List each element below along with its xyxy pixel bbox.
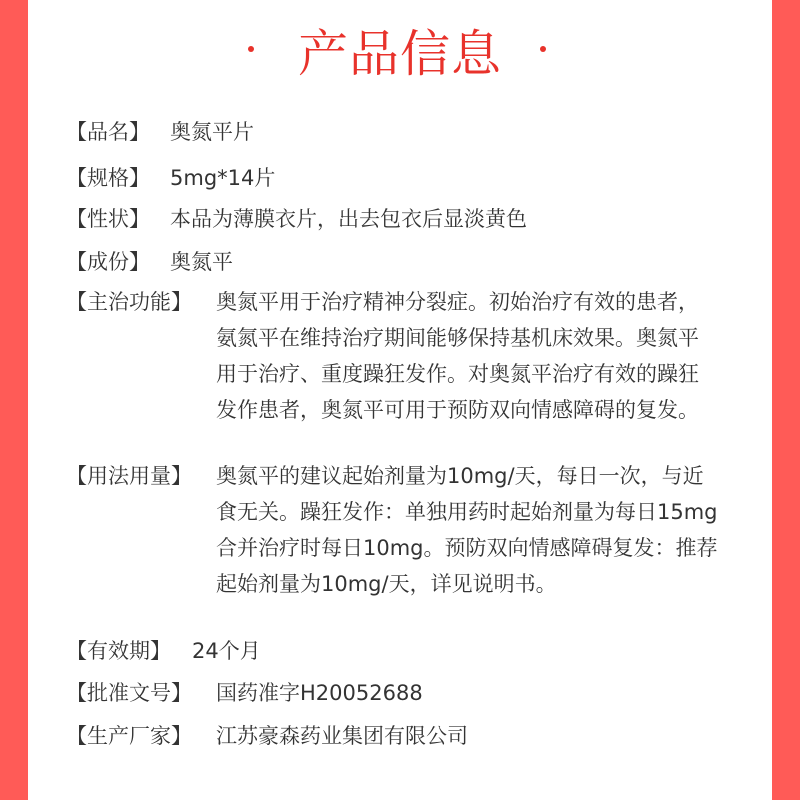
field-value: 奥氮平 xyxy=(170,250,233,274)
field-spec xyxy=(66,160,726,196)
field-value: 本品为薄膜衣片，出去包衣后显淡黄色 xyxy=(170,207,527,231)
field-label: 【用法用量】 xyxy=(66,464,192,488)
field-usage xyxy=(66,458,728,628)
field-value: 5mg*14片 xyxy=(170,166,276,190)
field-label: 【有效期】 xyxy=(66,639,171,663)
field-value: 奥氮平片 xyxy=(170,120,254,144)
field-label: 【规格】 xyxy=(66,166,150,190)
product-info-card xyxy=(28,0,772,800)
field-name xyxy=(66,114,726,150)
field-label: 【主治功能】 xyxy=(66,290,192,314)
title-dot-right-icon xyxy=(540,46,546,52)
field-appearance xyxy=(66,201,726,237)
field-value: 奥氮平用于治疗精神分裂症。初始治疗有效的患者，氨氮平在维持治疗期间能够保持基机床效果。奥氮平用于治疗、重度躁狂发作。对奥氮平治疗有效的躁狂发作患者，奥氮平可用于预防双向情感障碍的复发。 xyxy=(216,290,699,422)
field-label: 【生产厂家】 xyxy=(66,724,192,748)
field-validity xyxy=(66,633,726,669)
field-value: 奥氮平的建议起始剂量为10mg/天，每日一次，与近食无关。躁狂发作：单独用药时起始剂量为每日15mg合并治疗时每日10mg。预防双向情感障碍复发：推荐起始剂量为10mg/天，详见说明书。 xyxy=(216,464,718,596)
field-label: 【品名】 xyxy=(66,120,150,144)
field-ingredient xyxy=(66,244,726,280)
page-title: 产品信息 xyxy=(298,25,502,83)
field-value: 24个月 xyxy=(192,639,261,663)
field-indication xyxy=(66,284,728,464)
field-approval xyxy=(66,675,726,711)
field-label: 【成份】 xyxy=(66,250,150,274)
field-value: 国药准字H20052688 xyxy=(216,681,423,705)
field-manufacturer xyxy=(66,718,726,754)
title-row xyxy=(28,22,772,92)
field-label: 【批准文号】 xyxy=(66,681,192,705)
field-value: 江苏豪森药业集团有限公司 xyxy=(216,724,468,748)
field-label: 【性状】 xyxy=(66,207,150,231)
